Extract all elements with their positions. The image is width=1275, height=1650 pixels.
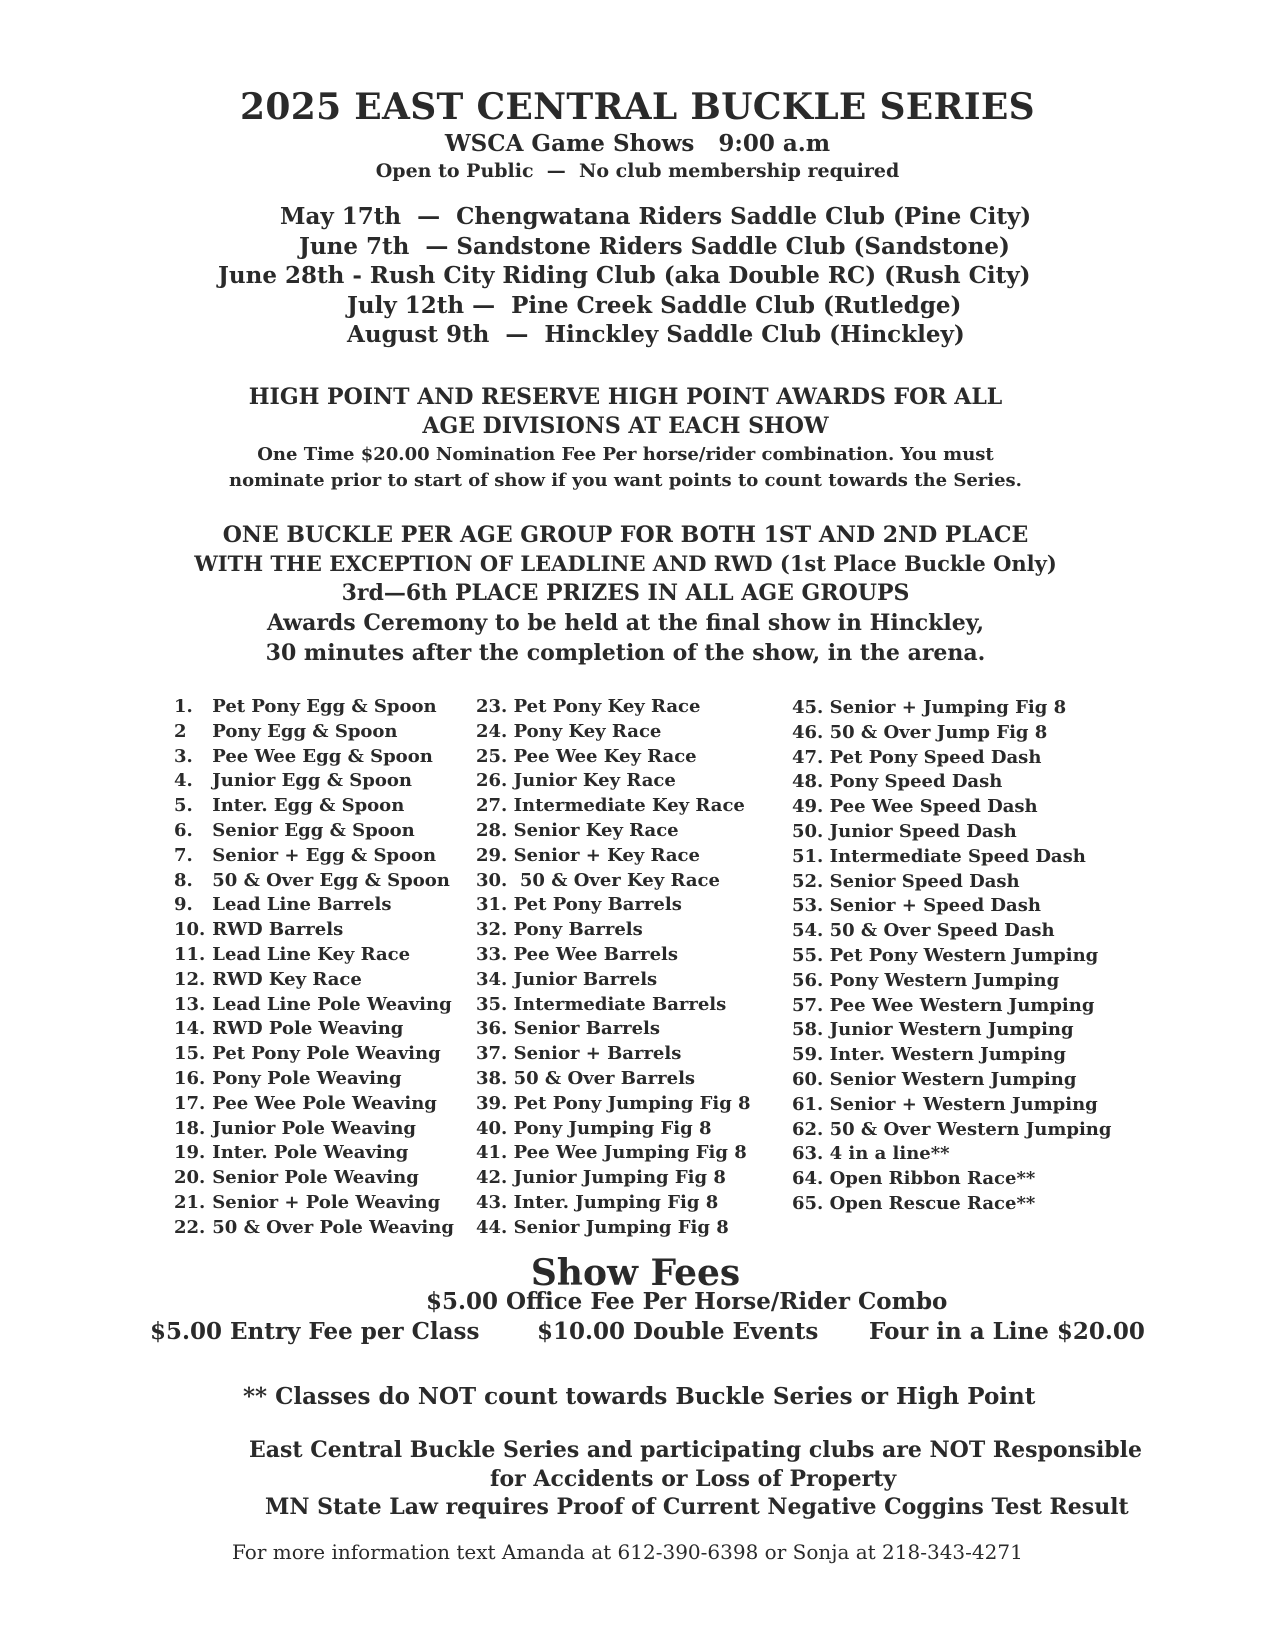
class-name: 4 in a line** (829, 1143, 950, 1165)
class-list-item (174, 1216, 454, 1241)
class-list-item (476, 1017, 751, 1042)
class-name: Senior + Key Race (513, 844, 700, 866)
class-name: 50 & Over Pole Weaving (212, 1216, 454, 1238)
class-number: 61. (792, 1093, 824, 1115)
class-list-item (476, 794, 751, 819)
class-list-item (476, 745, 751, 770)
class-list-item (476, 819, 751, 844)
coggins-requirement: MN State Law requires Proof of Current Negative Coggins Test Result (265, 1494, 1129, 1520)
class-name: Pet Pony Jumping Fig 8 (513, 1092, 751, 1114)
class-list-item (174, 769, 454, 794)
class-name: Senior Egg & Spoon (212, 819, 415, 841)
class-name: Senior + Speed Dash (829, 895, 1041, 917)
class-name: Pet Pony Pole Weaving (212, 1043, 441, 1065)
class-name: Junior Pole Weaving (212, 1117, 417, 1139)
class-list-item (792, 1093, 1111, 1118)
class-name: Junior Key Race (513, 770, 676, 792)
class-list-item (174, 968, 454, 993)
nomination-fee: One Time $20.00 Nomination Fee Per horse/rider combination. You must (257, 444, 994, 465)
class-list-item (476, 695, 751, 720)
class-number: 46. (792, 721, 824, 743)
class-number: 26. (476, 770, 508, 792)
class-number: 63. (792, 1143, 824, 1165)
class-list-item (792, 820, 1111, 845)
class-number: 25. (476, 745, 508, 767)
class-list-column-2 (476, 695, 751, 1241)
class-name: Junior Jumping Fig 8 (513, 1167, 726, 1189)
open-note: Open to Public — No club membership required (375, 160, 900, 182)
class-list-item (792, 1043, 1111, 1068)
class-number: 62. (792, 1118, 824, 1140)
class-number: 60. (792, 1068, 824, 1090)
class-name: Open Ribbon Race** (829, 1168, 1036, 1190)
class-number: 32. (476, 919, 508, 941)
class-list-item (476, 720, 751, 745)
class-number: 56. (792, 969, 824, 991)
class-name: Senior + Egg & Spoon (212, 844, 437, 866)
class-list-item (174, 893, 454, 918)
class-name: Inter. Pole Weaving (212, 1142, 409, 1164)
class-number: 59. (792, 1044, 824, 1066)
class-name: Pony Key Race (513, 720, 662, 742)
class-number: 3. (174, 745, 193, 767)
class-number: 18. (174, 1117, 206, 1139)
class-list-item (174, 1191, 454, 1216)
class-name: Inter. Jumping Fig 8 (513, 1191, 719, 1213)
nomination-fee: nominate prior to start of show if you want points to count towards the Series. (229, 470, 1022, 491)
event-subtitle: WSCA Game Shows 9:00 a.m (444, 130, 831, 157)
class-list-column-1 (174, 695, 454, 1241)
high-point-heading: HIGH POINT AND RESERVE HIGH POINT AWARDS FOR ALL (248, 384, 1003, 410)
contact-info: For more information text Amanda at 612-390-6398 or Sonja at 218-343-4271 (232, 1540, 1023, 1564)
class-name: Junior Western Jumping (829, 1019, 1074, 1041)
class-list-item (792, 894, 1111, 919)
class-name: Senior + Barrels (513, 1043, 682, 1065)
class-number: 13. (174, 993, 206, 1015)
liability-disclaimer: for Accidents or Loss of Property (490, 1466, 897, 1492)
class-list-item (174, 720, 454, 745)
class-number: 11. (174, 943, 206, 965)
class-number: 7. (174, 844, 193, 866)
buckle-award: WITH THE EXCEPTION OF LEADLINE AND RWD (1st Place Buckle Only) (194, 551, 1057, 576)
schedule-date: June 28th - Rush City Riding Club (aka Double RC) (Rush City) (218, 262, 1031, 289)
class-number: 30. (476, 869, 508, 891)
class-name: Inter. Western Jumping (829, 1044, 1066, 1066)
class-list-item (174, 943, 454, 968)
class-number: 31. (476, 894, 508, 916)
class-list-item (174, 1092, 454, 1117)
class-name: Pet Pony Western Jumping (829, 944, 1099, 966)
class-name: RWD Key Race (212, 968, 362, 990)
class-list-item (792, 845, 1111, 870)
class-number: 21. (174, 1191, 206, 1213)
class-number: 34. (476, 968, 508, 990)
class-number: 39. (476, 1092, 508, 1114)
class-list-item (476, 1092, 751, 1117)
class-list-item (476, 844, 751, 869)
class-number: 54. (792, 920, 824, 942)
schedule-date: August 9th — Hinckley Saddle Club (Hinckley) (347, 321, 965, 348)
class-number: 57. (792, 994, 824, 1016)
class-number: 49. (792, 796, 824, 818)
class-name: Pet Pony Speed Dash (829, 746, 1042, 768)
class-list-item (174, 794, 454, 819)
class-name: Open Rescue Race** (829, 1192, 1036, 1214)
class-number: 41. (476, 1142, 508, 1164)
class-name: Senior Barrels (513, 1018, 661, 1040)
class-list-item (174, 1117, 454, 1142)
buckle-award: 30 minutes after the completion of the show, in the arena. (265, 640, 986, 666)
class-number: 16. (174, 1067, 206, 1089)
page-title: 2025 EAST CENTRAL BUCKLE SERIES (240, 86, 1035, 128)
class-list-item (476, 943, 751, 968)
buckle-award: Awards Ceremony to be held at the final show in Hinckley, (266, 610, 985, 636)
class-name: Pee Wee Key Race (513, 745, 697, 767)
schedule-date: July 12th — Pine Creek Saddle Club (Rutledge) (347, 292, 962, 319)
class-name: Junior Speed Dash (829, 820, 1017, 842)
class-list-item (476, 1191, 751, 1216)
class-name: Senior + Western Jumping (829, 1093, 1098, 1115)
class-number: 40. (476, 1117, 508, 1139)
class-name: Lead Line Key Race (212, 943, 411, 965)
class-name: Intermediate Barrels (513, 993, 727, 1015)
class-number: 10. (174, 919, 206, 941)
show-fees-heading: Show Fees (530, 1252, 741, 1294)
class-number: 24. (476, 720, 508, 742)
class-name: 50 & Over Barrels (513, 1067, 696, 1089)
class-name: Senior Pole Weaving (212, 1167, 419, 1189)
class-number: 42. (476, 1167, 508, 1189)
class-list-item (174, 745, 454, 770)
class-list-item (476, 918, 751, 943)
class-list-item (174, 1017, 454, 1042)
class-number: 4. (174, 770, 193, 792)
class-number: 65. (792, 1192, 824, 1214)
class-number: 14. (174, 1018, 206, 1040)
schedule-date: June 7th — Sandstone Riders Saddle Club (Sandstone) (299, 233, 1010, 260)
liability-disclaimer: East Central Buckle Series and participating clubs are NOT Responsible (249, 1437, 1143, 1463)
class-list-item (174, 918, 454, 943)
class-name: Pee Wee Jumping Fig 8 (513, 1142, 747, 1164)
class-number: 47. (792, 746, 824, 768)
class-list-item (792, 1018, 1111, 1043)
class-name: RWD Pole Weaving (212, 1018, 404, 1040)
class-number: 2 (174, 720, 187, 742)
class-name: Pee Wee Egg & Spoon (212, 745, 433, 767)
class-list-item (174, 819, 454, 844)
buckle-award: ONE BUCKLE PER AGE GROUP FOR BOTH 1ST AND 2ND PLACE (222, 522, 1029, 548)
class-number: 64. (792, 1168, 824, 1190)
class-list-item (174, 695, 454, 720)
class-name: Junior Barrels (513, 968, 658, 990)
class-name: Senior Key Race (513, 819, 679, 841)
class-number: 17. (174, 1092, 206, 1114)
class-name: 50 & Over Key Race (513, 869, 720, 891)
class-list-item (792, 1192, 1111, 1217)
class-name: Pet Pony Key Race (513, 696, 701, 717)
class-number: 55. (792, 944, 824, 966)
class-list-item (174, 869, 454, 894)
class-number: 28. (476, 819, 508, 841)
class-list-item (792, 795, 1111, 820)
class-list-item (792, 770, 1111, 795)
class-number: 22. (174, 1216, 206, 1238)
class-number: 19. (174, 1142, 206, 1164)
class-list-item (792, 696, 1111, 721)
class-list-item (476, 893, 751, 918)
class-list-item (792, 969, 1111, 994)
class-name: Senior Western Jumping (829, 1068, 1077, 1090)
class-list-item (792, 870, 1111, 895)
class-number: 5. (174, 795, 193, 817)
class-list-item (476, 993, 751, 1018)
class-number: 29. (476, 844, 508, 866)
class-name: Pee Wee Pole Weaving (212, 1092, 437, 1114)
class-list-item (476, 869, 751, 894)
class-name: Lead Line Barrels (212, 894, 392, 916)
class-number: 37. (476, 1043, 508, 1065)
class-number: 51. (792, 845, 824, 867)
class-name: Pony Egg & Spoon (212, 720, 398, 742)
class-list-item (792, 746, 1111, 771)
class-list-item (792, 994, 1111, 1019)
class-list-item (174, 1141, 454, 1166)
class-name: Pony Jumping Fig 8 (513, 1117, 712, 1139)
class-name: 50 & Over Speed Dash (829, 920, 1055, 942)
class-number: 12. (174, 968, 206, 990)
class-name: Inter. Egg & Spoon (212, 795, 405, 817)
class-name: 50 & Over Western Jumping (829, 1118, 1112, 1140)
office-fee: $5.00 Office Fee Per Horse/Rider Combo (426, 1288, 948, 1315)
class-number: 53. (792, 895, 824, 917)
class-name: RWD Barrels (212, 919, 344, 941)
class-list-item (476, 1166, 751, 1191)
class-list-item (476, 1042, 751, 1067)
class-list-item (174, 1042, 454, 1067)
class-list-column-3 (792, 696, 1111, 1217)
class-number: 35. (476, 993, 508, 1015)
class-list-item (792, 944, 1111, 969)
class-list-item (792, 721, 1111, 746)
class-name: Senior + Pole Weaving (212, 1191, 441, 1213)
class-name: Pony Western Jumping (829, 969, 1060, 991)
class-list-item (792, 919, 1111, 944)
entry-fee: $5.00 Entry Fee per Class (150, 1318, 480, 1345)
class-number: 33. (476, 943, 508, 965)
class-number: 8. (174, 869, 193, 891)
class-number: 1. (174, 696, 193, 717)
class-number: 52. (792, 870, 824, 892)
class-name: Pet Pony Egg & Spoon (212, 696, 437, 717)
class-number: 50. (792, 820, 824, 842)
schedule-date: May 17th — Chengwatana Riders Saddle Club (Pine City) (280, 203, 1032, 230)
class-number: 44. (476, 1216, 508, 1238)
class-number: 6. (174, 819, 193, 841)
class-name: 50 & Over Egg & Spoon (212, 869, 450, 891)
class-name: Pony Speed Dash (829, 771, 1003, 793)
class-number: 43. (476, 1191, 508, 1213)
class-number: 38. (476, 1067, 508, 1089)
class-list-item (476, 968, 751, 993)
class-list-item (476, 1141, 751, 1166)
class-number: 45. (792, 697, 824, 718)
class-list-item (174, 844, 454, 869)
class-name: Junior Egg & Spoon (212, 770, 412, 792)
series-note: ** Classes do NOT count towards Buckle Series or High Point (243, 1383, 1036, 1410)
high-point-heading: AGE DIVISIONS AT EACH SHOW (422, 413, 829, 439)
class-name: Pet Pony Barrels (513, 894, 682, 916)
class-name: 50 & Over Jump Fig 8 (829, 721, 1048, 743)
class-list-item (792, 1118, 1111, 1143)
class-number: 15. (174, 1043, 206, 1065)
class-number: 27. (476, 795, 508, 817)
class-list-item (476, 769, 751, 794)
class-name: Senior + Jumping Fig 8 (829, 697, 1067, 718)
buckle-award: 3rd—6th PLACE PRIZES IN ALL AGE GROUPS (341, 580, 910, 606)
class-list-item (174, 1067, 454, 1092)
class-name: Intermediate Key Race (513, 795, 745, 817)
class-name: Intermediate Speed Dash (829, 845, 1086, 867)
class-name: Pee Wee Western Jumping (829, 994, 1095, 1016)
class-number: 48. (792, 771, 824, 793)
class-name: Senior Jumping Fig 8 (513, 1216, 729, 1238)
double-events-fee: $10.00 Double Events (537, 1318, 819, 1345)
class-number: 58. (792, 1019, 824, 1041)
class-list-item (792, 1167, 1111, 1192)
class-list-item (476, 1067, 751, 1092)
class-list-item (174, 1166, 454, 1191)
class-number: 36. (476, 1018, 508, 1040)
class-list-item (792, 1142, 1111, 1167)
class-name: Pony Barrels (513, 919, 643, 941)
class-name: Pony Pole Weaving (212, 1067, 402, 1089)
class-list-item (792, 1068, 1111, 1093)
class-name: Pee Wee Barrels (513, 943, 679, 965)
class-number: 9. (174, 894, 193, 916)
class-number: 20. (174, 1167, 206, 1189)
class-list-item (174, 993, 454, 1018)
class-name: Senior Speed Dash (829, 870, 1020, 892)
class-name: Pee Wee Speed Dash (829, 796, 1038, 818)
class-name: Lead Line Pole Weaving (212, 993, 452, 1015)
four-in-a-line-fee: Four in a Line $20.00 (869, 1318, 1145, 1345)
class-list-item (476, 1117, 751, 1142)
class-list-item (476, 1216, 751, 1241)
class-number: 23. (476, 696, 508, 717)
